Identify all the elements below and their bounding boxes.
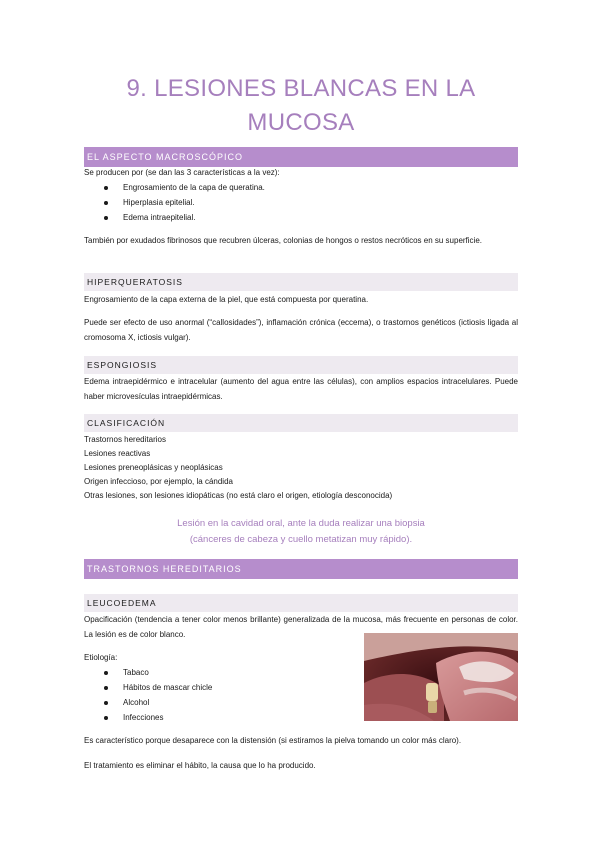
- list-item: Hábitos de mascar chicle: [84, 680, 212, 695]
- subheading-espongiosis: ESPONGIOSIS: [84, 356, 518, 374]
- note-line-1: Lesión en la cavidad oral, ante la duda realizar una biopsia: [177, 518, 425, 529]
- subheading-clasificacion: CLASIFICACIÓN: [84, 414, 518, 432]
- list-item: Trastornos hereditarios: [84, 435, 166, 444]
- title-line-1: 9. LESIONES BLANCAS EN LA MUCOSA: [126, 75, 476, 136]
- aspecto-paragraph: También por exudados fibrinosos que recubren úlceras, colonias de hongos o restos necróticos en su superficie.: [84, 236, 483, 245]
- list-item: Origen infeccioso, por ejemplo, la cándida: [84, 477, 233, 486]
- note-line-2: (cánceres de cabeza y cuello metatizan muy rápido).: [189, 534, 413, 545]
- list-item: Lesiones reactivas: [84, 449, 151, 458]
- aspecto-intro: Se producen por (se dan las 3 características a la vez):: [84, 168, 280, 177]
- list-item: Tabaco: [84, 665, 212, 680]
- list-item: Lesiones preneoplásicas y neoplásicas: [84, 463, 223, 472]
- etiologia-label: Etiología:: [84, 653, 118, 662]
- hiperqueratosis-p2: Puede ser efecto de uso anormal (“callosidades”), inflamación crónica (eccema), o trastornos genéticos (ictiosis ligada al cromosoma X, ictiosis vulgar).: [84, 318, 518, 342]
- section-heading-aspecto: EL ASPECTO MACROSCÓPICO: [84, 147, 518, 167]
- list-item: Otras lesiones, son lesiones idiopáticas (no está claro el origen, etiología desconocida): [84, 491, 393, 500]
- list-item: Edema intraepitelial.: [84, 210, 265, 225]
- subheading-leucoedema: LEUCOEDEMA: [84, 594, 518, 612]
- hiperqueratosis-p1: Engrosamiento de la capa externa de la piel, que está compuesta por queratina.: [84, 295, 369, 304]
- aspecto-bullet-list: [84, 180, 265, 225]
- subheading-hiperqueratosis: HIPERQUERATOSIS: [84, 273, 518, 291]
- highlight-note: [84, 516, 518, 548]
- clasificacion-list: [84, 433, 392, 503]
- list-item: Alcohol: [84, 695, 212, 710]
- list-item: Infecciones: [84, 710, 212, 725]
- leucoedema-p3: El tratamiento es eliminar el hábito, la causa que lo ha producido.: [84, 761, 316, 770]
- leucoedema-p2: Es característico porque desaparece con la distensión (si estiramos la pielva tomando un color más claro).: [84, 736, 462, 745]
- oral-mucosa-photo: [364, 633, 518, 721]
- etiologia-bullet-list: [84, 665, 212, 725]
- section-heading-trastornos: TRASTORNOS HEREDITARIOS: [84, 559, 518, 579]
- list-item: Hiperplasia epitelial.: [84, 195, 265, 210]
- list-item: Engrosamiento de la capa de queratina.: [84, 180, 265, 195]
- mouth-photo-illustration: [364, 633, 518, 721]
- espongiosis-p1: Edema intraepidérmico e intracelular (aumento del agua entre las células), con amplios espacios intracelulares. Puede haber microvesículas intraepidérmicas.: [84, 377, 518, 401]
- leucoedema-p1: Opacificación (tendencia a tener color menos brillante) generalizada de la mucosa, más frecuente en personas de color. La lesión es de color blanco.: [84, 615, 518, 639]
